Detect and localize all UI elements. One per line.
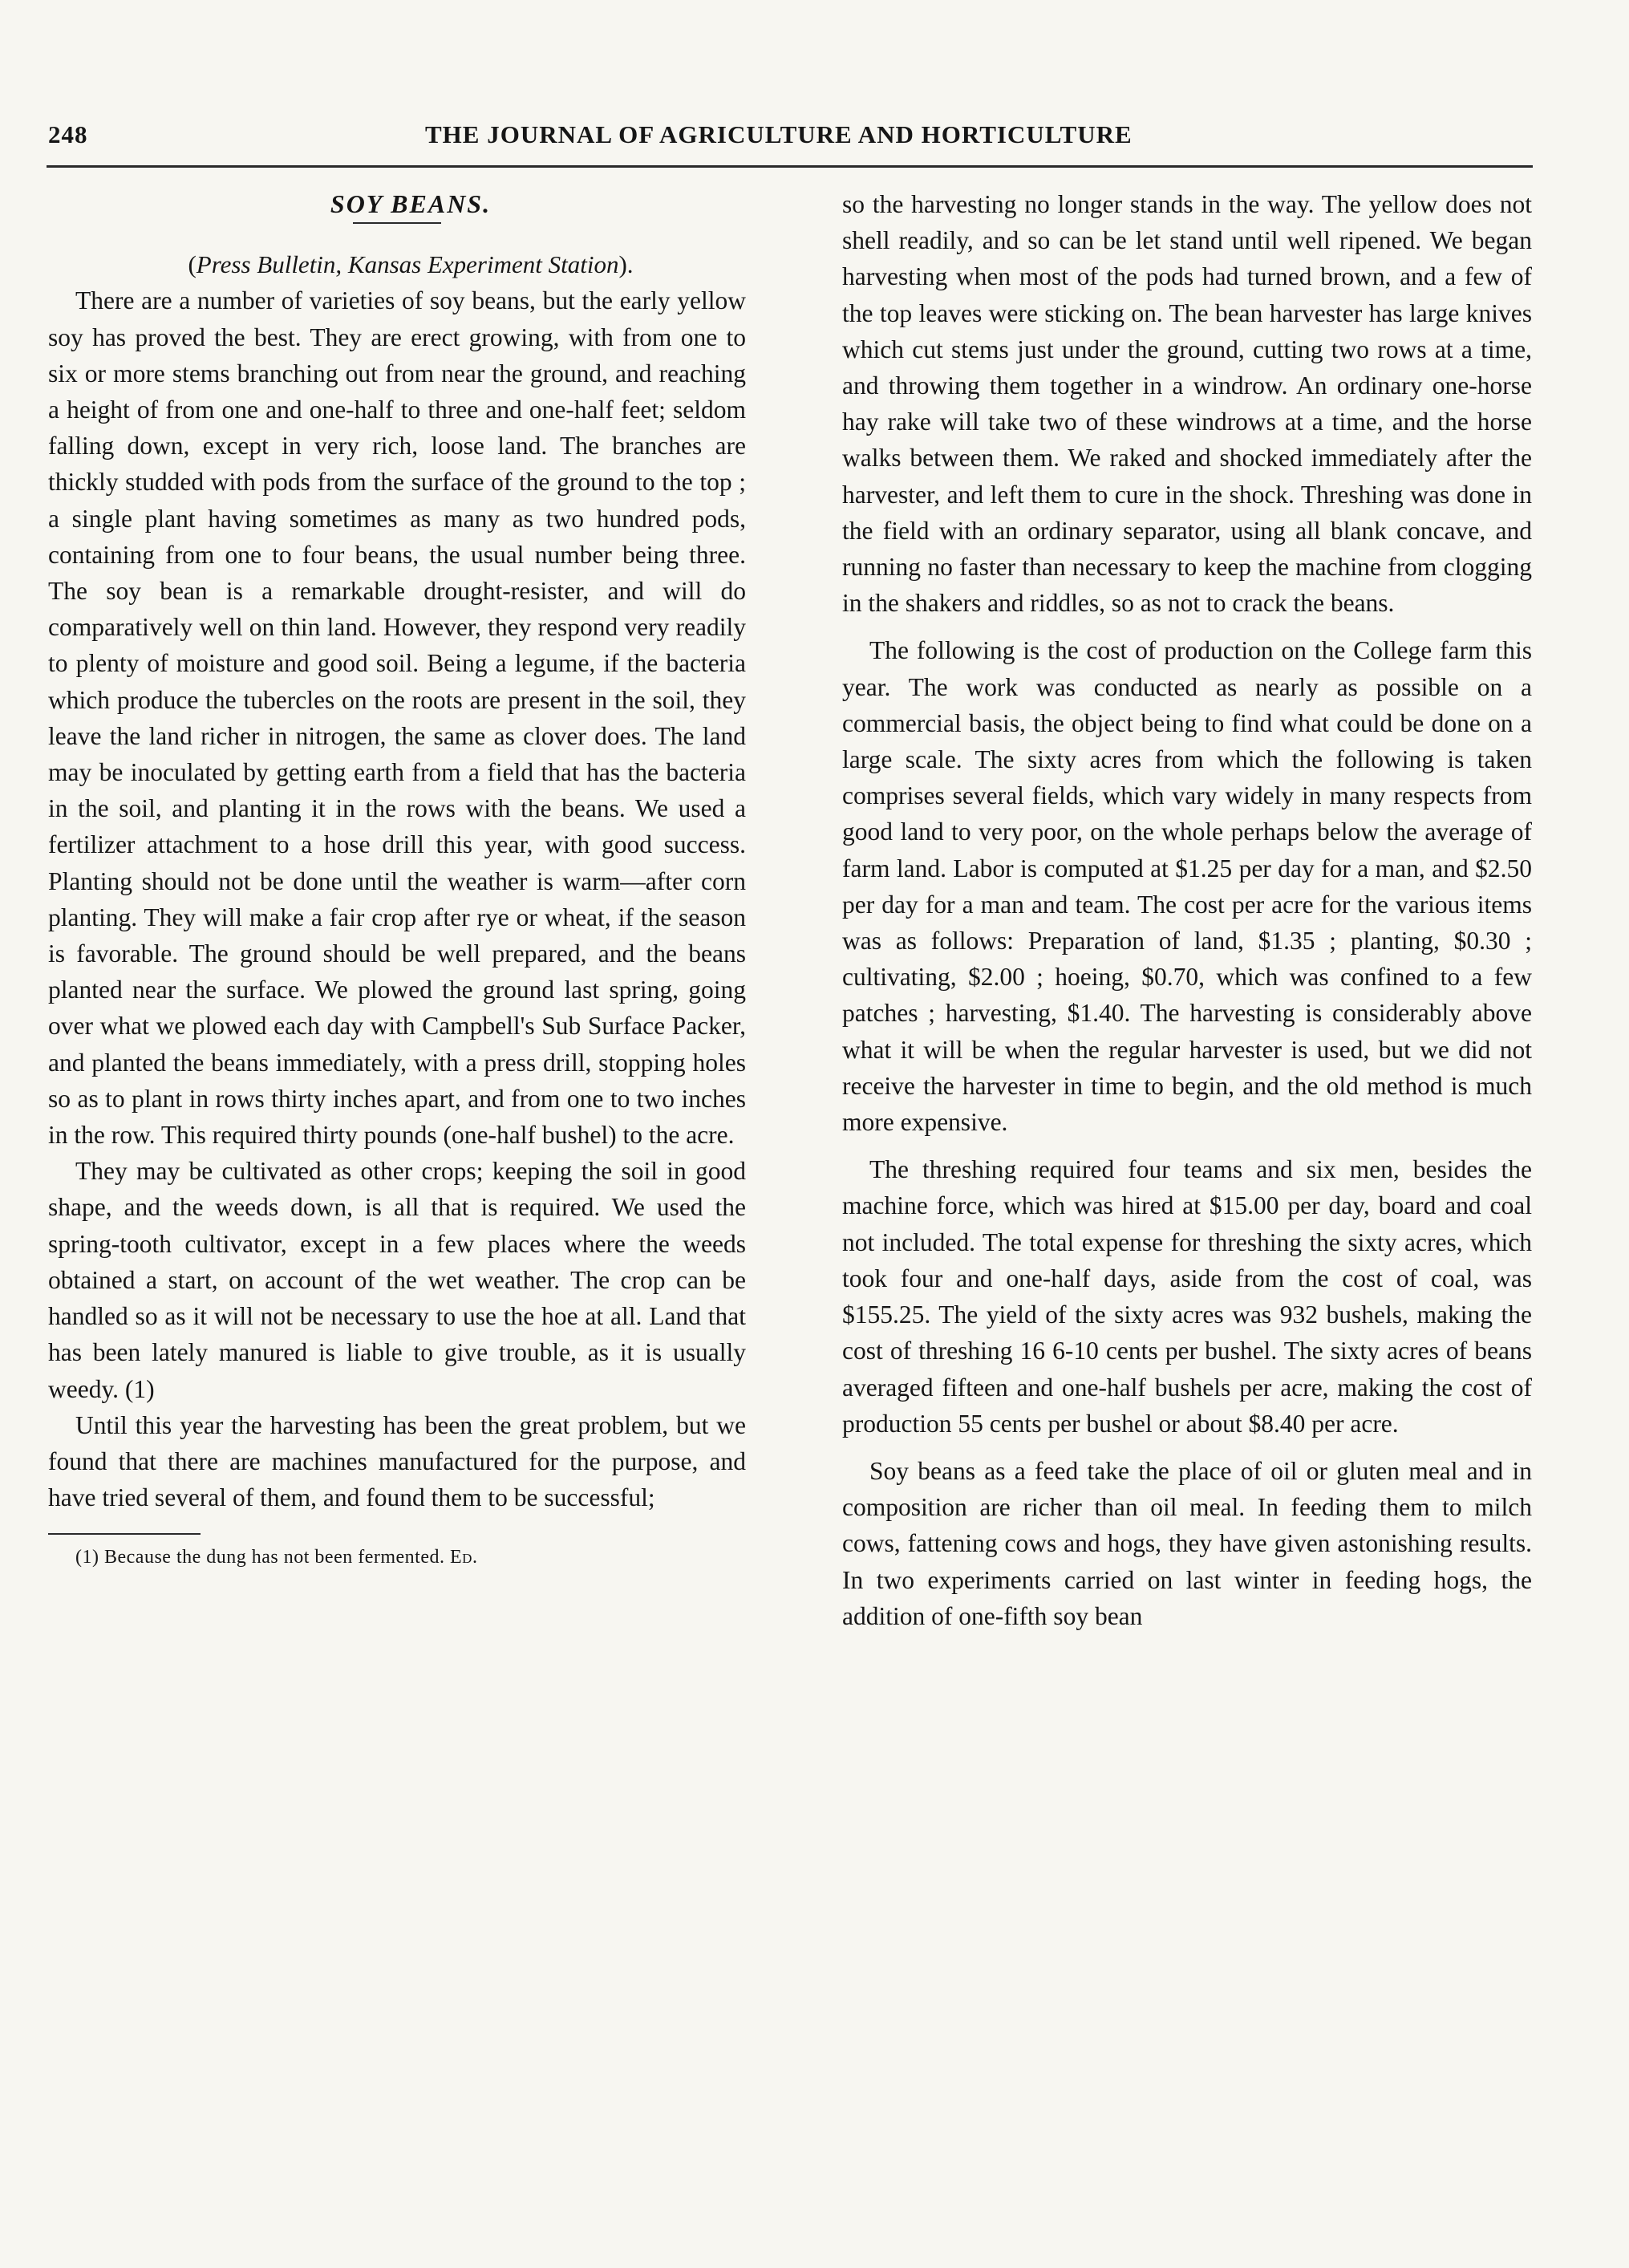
- running-head: [48, 120, 1251, 152]
- paragraph-harvest-continued: so the harvesting no longer stands in the way. The yellow does not shell readily, and so can be let stand until well ripened. We began harvesting when most of the pods had turned brown, and a few of the top leaves were sticking on. The bean harvester has large knives which cut stems just under the ground, cutting two rows at a time, and throwing them together in a windrow. An ordinary one-horse hay rake will take two of these windrows at a time, and the horse walks between them. We raked and shocked immediately after the harvester, and left them to cure in the shock. Threshing was done in the field with an ordinary separator, using all blank concave, and running no faster than necessary to keep the machine from clogging in the shakers and riddles, so as not to crack the beans.: [842, 190, 1532, 618]
- header-rule: [47, 165, 1533, 168]
- journal-title: THE JOURNAL OF AGRICULTURE AND HORTICULTURE: [425, 120, 1133, 148]
- article-title: SOY BEANS.: [330, 189, 492, 218]
- paragraph-harvesting: Until this year the harvesting has been the great problem, but we found that there are machines manufactured for the purpose, and have tried several of them, and found them to be successful;: [48, 1410, 746, 1512]
- left-column: [48, 186, 746, 1570]
- right-column: [842, 186, 1532, 1634]
- article-source: (Press Bulletin, Kansas Experiment Station).: [188, 250, 634, 279]
- title-rule: [353, 222, 441, 224]
- paragraph-cost-of-production: The following is the cost of production on the College farm this year. The work was conducted as nearly as possible on a commercial basis, the object being to find what could be done on a large scale. The sixty acres from which the following is taken comprises several fields, which vary widely in many respects from good land to very poor, on the whole perhaps below the average of farm land. Labor is computed at $1.25 per day for a man, and $2.50 per day for a man and team. The cost per acre for the various items was as follows: Preparation of land, $1.35 ; planting, $0.30 ; cultivating, $2.00 ; hoeing, $0.70, which was confined to a few patches ; harvesting, $1.40. The harvesting is considerably above what it will be when the regular harvester is used, but we did not receive the harvester in time to begin, and the old method is much more expensive.: [842, 636, 1532, 1137]
- page-number: 248: [48, 120, 88, 148]
- paragraph-threshing: The threshing required four teams and six men, besides the machine force, which was hired at $15.00 per day, board and coal not included. The total expense for threshing the sixty acres, which took four and one-half days, aside from the cost of coal, was $155.25. The yield of the sixty acres was 932 bushels, making the cost of threshing 16 6-10 cents per bushel. The sixty acres of beans averaged fifteen and one-half bushels per acre, making the cost of production 55 cents per bushel or about $8.40 per acre.: [842, 1155, 1532, 1438]
- footnote-rule: [48, 1533, 201, 1535]
- paragraph-feed-value: Soy beans as a feed take the place of oil or gluten meal and in composition are richer than oil meal. In feeding them to milch cows, fattening cows and hogs, they have given astonishing results. In two experiments carried on last winter in feeding hogs, the addition of one-fifth soy bean: [842, 1456, 1532, 1630]
- paragraph-varieties: There are a number of varieties of soy beans, but the early yellow soy has proved the best. They are erect growing, with from one to six or more stems branching out from near the ground, and reaching a height of from one and one-half to three and one-half feet; seldom falling down, except in very rich, loose land. The branches are thickly studded with pods from the surface of the ground to the top ; a single plant having sometimes as many as two hundred pods, containing from one to four beans, the usual number being three. The soy bean is a remarkable drought-resister, and will do comparatively well on thin land. However, they respond very readily to plenty of moisture and good soil. Being a legume, if the bacteria which produce the tubercles on the roots are present in the soil, they leave the land richer in nitrogen, the same as clover does. The land may be inoculated by getting earth from a field that has the bacteria in the soil, and planting it in the rows with the beans. We used a fertilizer attachment to a hose drill this year, with good success. Planting should not be done until the weather is warm—after corn planting. They will make a fair crop after rye or wheat, if the season is favorable. The ground should be well prepared, and the beans planted near the surface. We plowed the ground last spring, going over what we plowed each day with Campbell's Sub Surface Packer, and planted the beans immediately, with a press drill, stopping holes so as to plant in rows thirty inches apart, and from one to two inches in the row. This required thirty pounds (one-half bushel) to the acre.: [48, 286, 746, 1150]
- paragraph-cultivation: They may be cultivated as other crops; keeping the soil in good shape, and the weeds down, is all that is required. We used the spring-tooth cultivator, except in a few places where the weeds obtained a start, on account of the wet weather. The crop can be handled so as it will not be necessary to use the hoe at all. Land that has been lately manured is liable to give trouble, as it is usually weedy. (1): [48, 1157, 746, 1403]
- footnote: (1) Because the dung has not been fermented. Ed.: [75, 1547, 478, 1568]
